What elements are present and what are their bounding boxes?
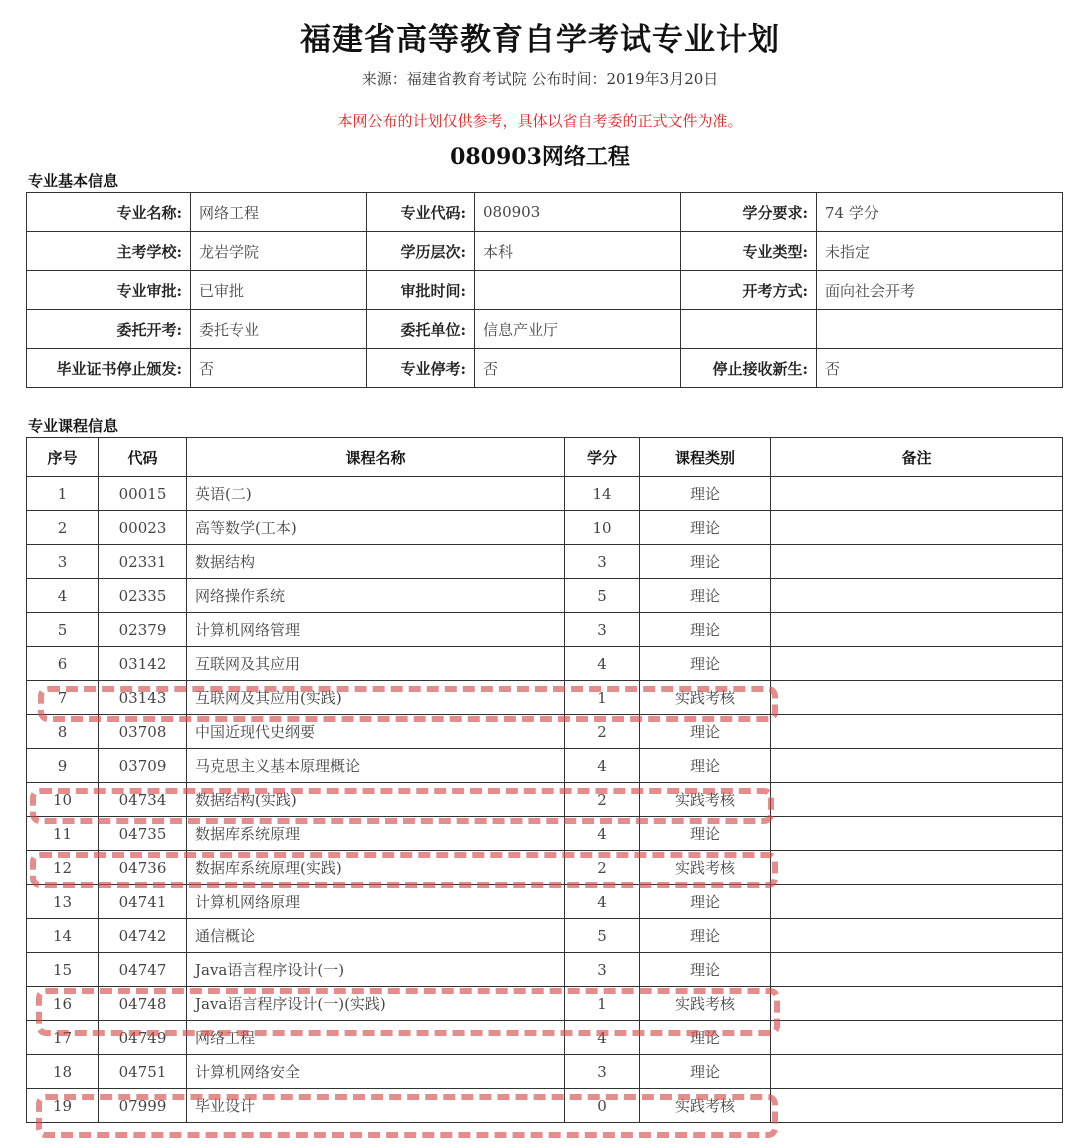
table-cell: 理论 xyxy=(640,953,771,987)
table-cell: 2 xyxy=(565,851,640,885)
table-cell: 马克思主义基本原理概论 xyxy=(187,749,565,783)
info-value: 网络工程 xyxy=(191,193,367,232)
table-cell xyxy=(771,545,1063,579)
info-label: 停止接收新生: xyxy=(681,349,817,388)
table-cell xyxy=(771,919,1063,953)
table-cell: 4 xyxy=(565,749,640,783)
table-cell xyxy=(771,647,1063,681)
table-cell: 理论 xyxy=(640,579,771,613)
table-cell: 03143 xyxy=(99,681,187,715)
table-cell: 数据库系统原理(实践) xyxy=(187,851,565,885)
table-cell: 19 xyxy=(27,1089,99,1123)
table-cell: 00023 xyxy=(99,511,187,545)
table-cell: 网络工程 xyxy=(187,1021,565,1055)
table-cell: 实践考核 xyxy=(640,987,771,1021)
table-cell: 计算机网络安全 xyxy=(187,1055,565,1089)
table-cell: 04749 xyxy=(99,1021,187,1055)
table-cell xyxy=(771,1089,1063,1123)
info-label: 主考学校: xyxy=(27,232,191,271)
table-cell: 实践考核 xyxy=(640,783,771,817)
info-label: 审批时间: xyxy=(367,271,475,310)
info-label: 专业类型: xyxy=(681,232,817,271)
course-table-header xyxy=(27,438,1063,477)
info-value: 龙岩学院 xyxy=(191,232,367,271)
info-label: 委托开考: xyxy=(27,310,191,349)
table-cell: 理论 xyxy=(640,749,771,783)
table-cell: 03708 xyxy=(99,715,187,749)
table-cell: 理论 xyxy=(640,613,771,647)
table-cell xyxy=(771,1055,1063,1089)
table-cell: 13 xyxy=(27,885,99,919)
table-row xyxy=(27,1055,1063,1089)
table-cell xyxy=(771,817,1063,851)
info-label: 学分要求: xyxy=(681,193,817,232)
table-cell: 英语(二) xyxy=(187,477,565,511)
table-cell: 10 xyxy=(565,511,640,545)
table-cell: 实践考核 xyxy=(640,1089,771,1123)
info-value xyxy=(475,271,681,310)
info-value: 否 xyxy=(817,349,1063,388)
table-cell: 9 xyxy=(27,749,99,783)
table-cell: 数据库系统原理 xyxy=(187,817,565,851)
info-label: 委托单位: xyxy=(367,310,475,349)
table-cell: 理论 xyxy=(640,511,771,545)
table-row xyxy=(27,851,1063,885)
info-value: 080903 xyxy=(475,193,681,232)
info-label: 专业停考: xyxy=(367,349,475,388)
table-cell xyxy=(771,681,1063,715)
table-cell: 04736 xyxy=(99,851,187,885)
table-cell: 中国近现代史纲要 xyxy=(187,715,565,749)
course-table xyxy=(26,437,1063,1123)
table-cell: 5 xyxy=(565,579,640,613)
table-cell: 02379 xyxy=(99,613,187,647)
table-cell xyxy=(771,613,1063,647)
table-row xyxy=(27,987,1063,1021)
table-cell: 实践考核 xyxy=(640,851,771,885)
table-cell: Java语言程序设计(一) xyxy=(187,953,565,987)
table-cell: 6 xyxy=(27,647,99,681)
table-row xyxy=(27,647,1063,681)
table-cell: 理论 xyxy=(640,477,771,511)
info-label xyxy=(681,310,817,349)
basic-info-row xyxy=(27,271,1063,310)
table-cell: 2 xyxy=(565,715,640,749)
column-header: 备注 xyxy=(771,438,1063,477)
info-value: 已审批 xyxy=(191,271,367,310)
table-cell xyxy=(771,851,1063,885)
column-header: 课程类别 xyxy=(640,438,771,477)
table-cell: 4 xyxy=(565,885,640,919)
basic-info-section-title: 专业基本信息 xyxy=(28,172,119,190)
table-cell: 理论 xyxy=(640,1021,771,1055)
table-cell xyxy=(771,783,1063,817)
source-line: 来源：福建省教育考试院 公布时间：2019年3月20日 xyxy=(361,70,719,88)
page-title: 福建省高等教育自学考试专业计划 xyxy=(300,22,780,58)
table-cell: 8 xyxy=(27,715,99,749)
table-cell: 18 xyxy=(27,1055,99,1089)
basic-info-row xyxy=(27,349,1063,388)
table-row xyxy=(27,817,1063,851)
table-cell: 04735 xyxy=(99,817,187,851)
table-cell: 3 xyxy=(565,953,640,987)
table-cell: 04748 xyxy=(99,987,187,1021)
table-row xyxy=(27,545,1063,579)
table-cell: 5 xyxy=(27,613,99,647)
table-cell: 12 xyxy=(27,851,99,885)
table-cell xyxy=(771,885,1063,919)
table-cell: 1 xyxy=(27,477,99,511)
info-label: 毕业证书停止颁发: xyxy=(27,349,191,388)
basic-info-row xyxy=(27,232,1063,271)
table-cell: 互联网及其应用 xyxy=(187,647,565,681)
table-row xyxy=(27,953,1063,987)
info-label: 开考方式: xyxy=(681,271,817,310)
table-cell xyxy=(771,477,1063,511)
table-cell: 1 xyxy=(565,681,640,715)
info-value: 面向社会开考 xyxy=(817,271,1063,310)
table-cell: 11 xyxy=(27,817,99,851)
table-cell: 3 xyxy=(565,613,640,647)
table-cell: 3 xyxy=(565,545,640,579)
table-cell: 03709 xyxy=(99,749,187,783)
table-cell: 通信概论 xyxy=(187,919,565,953)
info-value xyxy=(817,310,1063,349)
table-cell: 14 xyxy=(565,477,640,511)
table-row xyxy=(27,1089,1063,1123)
table-cell: 计算机网络管理 xyxy=(187,613,565,647)
table-cell xyxy=(771,511,1063,545)
table-cell: 毕业设计 xyxy=(187,1089,565,1123)
table-cell: 04742 xyxy=(99,919,187,953)
table-cell: 4 xyxy=(565,647,640,681)
info-value: 信息产业厅 xyxy=(475,310,681,349)
table-cell: 实践考核 xyxy=(640,681,771,715)
table-cell: 04751 xyxy=(99,1055,187,1089)
table-cell: 理论 xyxy=(640,919,771,953)
table-cell xyxy=(771,1021,1063,1055)
table-cell: 理论 xyxy=(640,647,771,681)
column-header: 序号 xyxy=(27,438,99,477)
table-cell: Java语言程序设计(一)(实践) xyxy=(187,987,565,1021)
table-cell: 4 xyxy=(565,1021,640,1055)
disclaimer-notice: 本网公布的计划仅供参考，具体以省自考委的正式文件为准。 xyxy=(337,112,743,130)
table-row xyxy=(27,1021,1063,1055)
info-value: 未指定 xyxy=(817,232,1063,271)
table-cell: 3 xyxy=(27,545,99,579)
basic-info-table xyxy=(26,192,1063,388)
table-cell xyxy=(771,953,1063,987)
table-cell xyxy=(771,715,1063,749)
table-cell: 理论 xyxy=(640,1055,771,1089)
basic-info-row xyxy=(27,310,1063,349)
info-label: 专业代码: xyxy=(367,193,475,232)
table-cell: 15 xyxy=(27,953,99,987)
info-label: 学历层次: xyxy=(367,232,475,271)
table-cell: 2 xyxy=(565,783,640,817)
course-info-section-title: 专业课程信息 xyxy=(28,417,119,435)
table-cell: 03142 xyxy=(99,647,187,681)
table-row xyxy=(27,919,1063,953)
table-cell: 10 xyxy=(27,783,99,817)
table-cell: 0 xyxy=(565,1089,640,1123)
table-cell: 7 xyxy=(27,681,99,715)
table-row xyxy=(27,783,1063,817)
table-cell: 高等数学(工本) xyxy=(187,511,565,545)
info-label: 专业名称: xyxy=(27,193,191,232)
table-cell: 16 xyxy=(27,987,99,1021)
table-cell xyxy=(771,749,1063,783)
table-cell: 07999 xyxy=(99,1089,187,1123)
table-row xyxy=(27,885,1063,919)
basic-info-row xyxy=(27,193,1063,232)
table-cell: 理论 xyxy=(640,715,771,749)
column-header: 学分 xyxy=(565,438,640,477)
table-row xyxy=(27,749,1063,783)
table-cell: 00015 xyxy=(99,477,187,511)
table-cell: 理论 xyxy=(640,545,771,579)
table-cell: 5 xyxy=(565,919,640,953)
table-row xyxy=(27,477,1063,511)
table-cell: 1 xyxy=(565,987,640,1021)
table-cell: 2 xyxy=(27,511,99,545)
table-cell: 4 xyxy=(565,817,640,851)
info-label: 专业审批: xyxy=(27,271,191,310)
table-cell: 理论 xyxy=(640,885,771,919)
table-cell: 04741 xyxy=(99,885,187,919)
table-cell: 02335 xyxy=(99,579,187,613)
table-cell: 04734 xyxy=(99,783,187,817)
table-row xyxy=(27,613,1063,647)
table-row xyxy=(27,681,1063,715)
table-cell: 网络操作系统 xyxy=(187,579,565,613)
table-cell: 14 xyxy=(27,919,99,953)
table-cell: 理论 xyxy=(640,817,771,851)
info-value: 否 xyxy=(475,349,681,388)
table-cell xyxy=(771,987,1063,1021)
info-value: 否 xyxy=(191,349,367,388)
table-cell xyxy=(771,579,1063,613)
table-cell: 数据结构(实践) xyxy=(187,783,565,817)
table-cell: 4 xyxy=(27,579,99,613)
table-row xyxy=(27,715,1063,749)
table-cell: 02331 xyxy=(99,545,187,579)
table-cell: 数据结构 xyxy=(187,545,565,579)
table-cell: 计算机网络原理 xyxy=(187,885,565,919)
column-header: 课程名称 xyxy=(187,438,565,477)
info-value: 本科 xyxy=(475,232,681,271)
column-header: 代码 xyxy=(99,438,187,477)
table-cell: 3 xyxy=(565,1055,640,1089)
major-title: 080903网络工程 xyxy=(450,144,630,170)
table-cell: 04747 xyxy=(99,953,187,987)
table-cell: 17 xyxy=(27,1021,99,1055)
table-cell: 互联网及其应用(实践) xyxy=(187,681,565,715)
info-value: 74 学分 xyxy=(817,193,1063,232)
info-value: 委托专业 xyxy=(191,310,367,349)
table-row xyxy=(27,579,1063,613)
table-row xyxy=(27,511,1063,545)
